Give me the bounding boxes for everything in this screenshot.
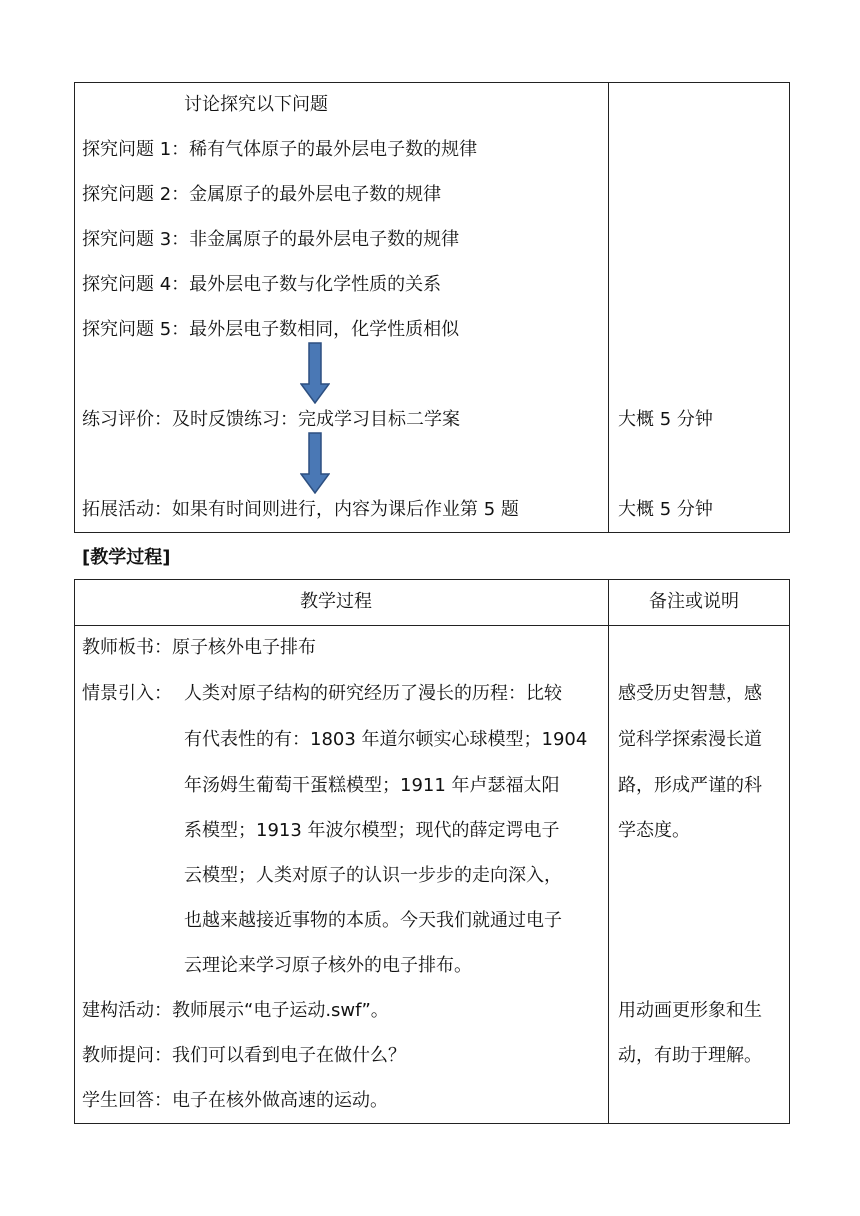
header-notes: 备注或说明: [649, 591, 739, 612]
activity-note-line: 动，有助于理解。: [618, 1045, 762, 1066]
intro-note-line: 感受历史智慧，感: [618, 683, 762, 704]
discussion-intro: 讨论探究以下问题: [184, 94, 328, 115]
intro-note-line: 学态度。: [618, 820, 690, 841]
table-header-divider: [74, 625, 790, 626]
question-4: 探究问题 4：最外层电子数与化学性质的关系: [82, 274, 442, 295]
section-heading: [教学过程]: [82, 547, 171, 568]
teacher-question: 教师提问：我们可以看到电子在做什么？: [82, 1045, 406, 1066]
activity-note-line: 用动画更形象和生: [618, 1000, 762, 1021]
question-2: 探究问题 2：金属原子的最外层电子数的规律: [82, 184, 442, 205]
intro-line: 云模型；人类对原子的认识一步步的走向深入，: [184, 865, 562, 886]
intro-line: 年汤姆生葡萄干蛋糕模型；1911 年卢瑟福太阳: [184, 775, 560, 796]
question-5: 探究问题 5：最外层电子数相同，化学性质相似: [82, 319, 460, 340]
intro-line: 人类对原子结构的研究经历了漫长的历程：比较: [184, 683, 562, 704]
intro-label: 情景引入：: [82, 683, 172, 704]
activity-text: 建构活动：教师展示“电子运动.swf”。: [82, 1000, 389, 1021]
down-arrow-icon: [300, 342, 330, 404]
table-discussion-divider: [608, 82, 609, 533]
intro-line: 也越来越接近事物的本质。今天我们就通过电子: [184, 910, 562, 931]
intro-line: 云理论来学习原子核外的电子排布。: [184, 955, 472, 976]
table-teaching-divider: [608, 579, 609, 1124]
extension-text: 拓展活动：如果有时间则进行，内容为课后作业第 5 题: [82, 499, 519, 520]
intro-line: 系模型；1913 年波尔模型；现代的薛定谔电子: [184, 820, 560, 841]
student-answer: 学生回答：电子在核外做高速的运动。: [82, 1090, 388, 1111]
header-process: 教学过程: [300, 591, 372, 612]
table-teaching-process: [74, 579, 790, 1124]
intro-line: 有代表性的有：1803 年道尔顿实心球模型；1904: [184, 729, 588, 750]
intro-note-line: 路，形成严谨的科: [618, 775, 762, 796]
practice-note: 大概 5 分钟: [618, 409, 713, 430]
question-3: 探究问题 3：非金属原子的最外层电子数的规律: [82, 229, 460, 250]
intro-note-line: 觉科学探索漫长道: [618, 729, 762, 750]
practice-text: 练习评价：及时反馈练习：完成学习目标二学案: [82, 409, 460, 430]
question-1: 探究问题 1：稀有气体原子的最外层电子数的规律: [82, 139, 478, 160]
board-writing: 教师板书：原子核外电子排布: [82, 637, 316, 658]
down-arrow-icon: [300, 432, 330, 494]
extension-note: 大概 5 分钟: [618, 499, 713, 520]
